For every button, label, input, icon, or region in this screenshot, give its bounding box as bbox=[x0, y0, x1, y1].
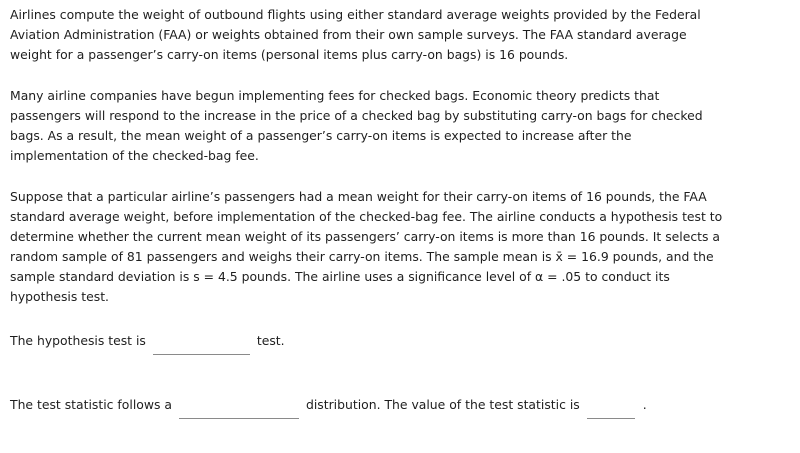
test-type-answer-field[interactable] bbox=[153, 340, 250, 355]
question-test-type-prefix: The hypothesis test is bbox=[10, 333, 146, 348]
question-test-type-suffix: test. bbox=[256, 333, 285, 348]
hypothesis-setup-paragraph: Suppose that a particular airline’s passengers had a mean weight for their carry-on items of 16 pounds, the FAA standard average weight, before implementation of the checked-bag fee. The airline conducts a hypothesis test to determine whether the current mean weight of its passengers’ carry-on items is more than 16 pounds. It selects a random sample of 81 passengers and weighs their carry-on items. The sample mean is x̄ = 16.9 pounds, and the sample standard deviation is s = 4.5 pounds. The airline uses a significance level of α = .05 to conduct its hypothesis test. bbox=[10, 189, 723, 304]
intro-paragraph: Airlines compute the weight of outbound flights using either standard average weights provided by the Federal Aviation Administration (FAA) or weights obtained from their own sample surveys. The FAA standard average weight for a passenger’s carry-on items (personal items plus carry-on bags) is 16 pounds. bbox=[10, 7, 701, 62]
question-test-type bbox=[10, 331, 285, 351]
checked-bag-fee-paragraph: Many airline companies have begun implementing fees for checked bags. Economic theory predicts that passengers will respond to the increase in the price of a checked bag by substituting carry-on bags for checked bags. As a result, the mean weight of a passenger’s carry-on items is expected to increase after the implementation of the checked-bag fee. bbox=[10, 88, 703, 163]
question-test-statistic bbox=[10, 395, 647, 415]
question-statistic-suffix: . bbox=[642, 397, 647, 412]
distribution-answer-field[interactable] bbox=[179, 404, 299, 419]
test-statistic-answer-field[interactable] bbox=[587, 404, 635, 419]
question-distribution-prefix: The test statistic follows a bbox=[10, 397, 172, 412]
question-statistic-middle: distribution. The value of the test statistic is bbox=[305, 397, 580, 412]
